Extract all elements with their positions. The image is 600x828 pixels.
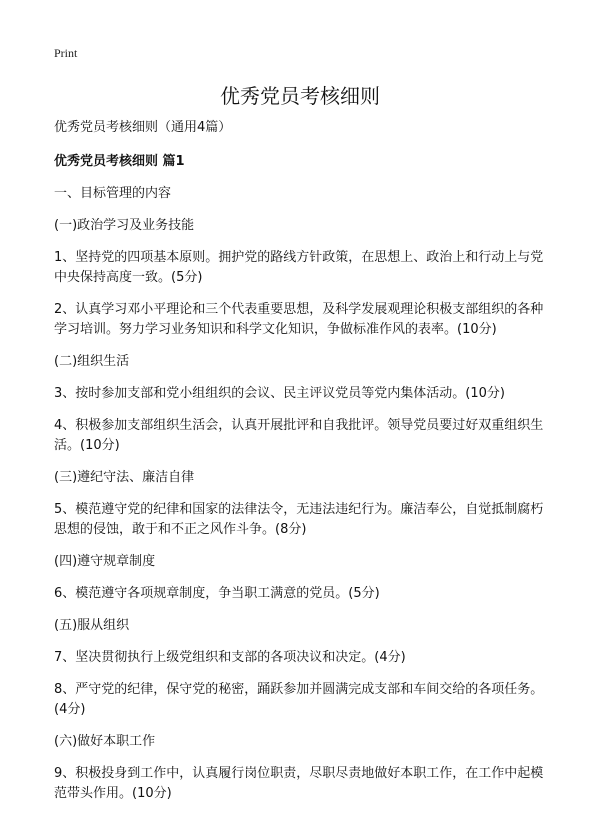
section-heading: 一、目标管理的内容 [54,186,172,201]
list-item: 8、严守党的纪律，保守党的秘密，踊跃参加并圆满完成支部和车间交给的各项任务。(4分) [54,682,544,717]
list-item: 3、按时参加支部和党小组组织的会议、民主评议党员等党内集体活动。(10分) [54,386,505,401]
document-body [54,118,550,816]
subsection-heading: (一)政治学习及业务技能 [54,218,195,233]
subsection-heading: (四)遵守规章制度 [54,554,156,569]
list-item: 1、坚持党的四项基本原则。拥护党的路线方针政策，在思想上、政治上和行动上与党中央保持高度一致。(5分) [54,250,544,285]
list-item: 5、模范遵守党的纪律和国家的法律法令，无违法违纪行为。廉洁奉公，自觉抵制腐朽思想的侵蚀，敢于和不正之风作斗争。(8分) [54,502,544,537]
list-item: 2、认真学习邓小平理论和三个代表重要思想，及科学发展观理论积极支部组织的各种学习培训。努力学习业务知识和科学文化知识，争做标准作风的表率。(10分) [54,302,544,337]
subsection-heading: (五)服从组织 [54,618,130,633]
list-item: 9、积极投身到工作中，认真履行岗位职责，尽职尽责地做好本职工作，在工作中起模范带头作用。(10分) [54,766,544,801]
subsection-heading: (三)遵纪守法、廉洁自律 [54,470,195,485]
list-item: 4、积极参加支部组织生活会，认真开展批评和自我批评。领导党员要过好双重组织生活。(10分) [54,418,544,453]
document-title: 优秀党员考核细则 [220,84,380,108]
article-heading: 优秀党员考核细则 篇1 [54,154,185,169]
document-subtitle: 优秀党员考核细则（通用4篇） [54,120,232,135]
subsection-heading: (六)做好本职工作 [54,734,156,749]
subsection-heading: (二)组织生活 [54,354,130,369]
list-item: 7、坚决贯彻执行上级党组织和支部的各项决议和决定。(4分) [54,650,406,665]
list-item: 6、模范遵守各项规章制度，争当职工满意的党员。(5分) [54,586,380,601]
print-label[interactable]: Print [54,46,78,60]
